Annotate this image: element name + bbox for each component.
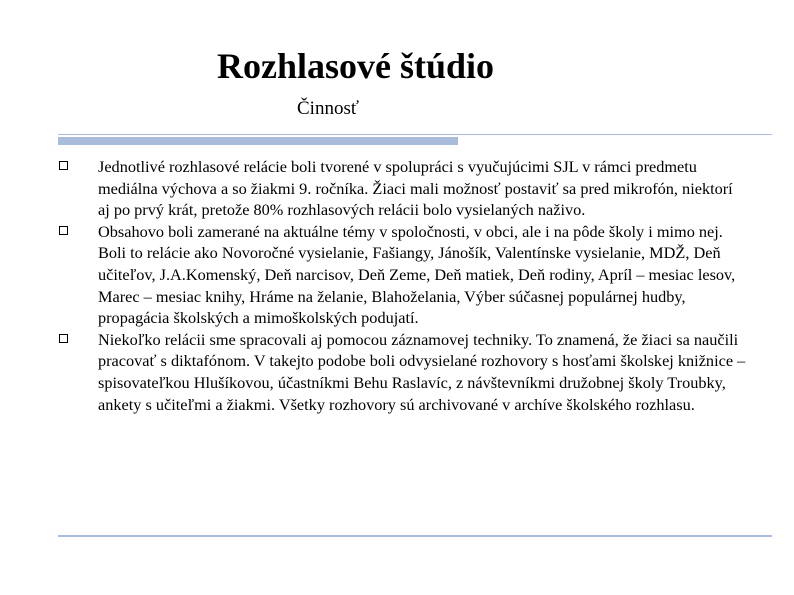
divider-bottom xyxy=(58,535,772,537)
slide-title: Rozhlasové štúdio xyxy=(217,46,495,86)
list-item-text: Niekoľko relácii sme spracovali aj pomocou záznamovej techniky. To znamená, že žiaci sa naučili pracovať s diktafónom. V takejto podobe boli odvysielané rozhovory s hosťami školskej knižnice – spisovateľkou Hlušíkovou, účastníkmi Behu Raslavíc, z návštevníkmi družobnej školy Troubky, ankety s učiteľmi a žiakmi. Všetky rozhovory sú archivované v archíve školského rozhlasu. xyxy=(98,329,746,414)
list-item-text: Jednotlivé rozhlasové relácie boli tvorené v spolupráci s vyučujúcimi SJL v rámci predmetu mediálna výchova a so žiakmi 9. ročníka. Žiaci mali možnosť postaviť sa pred mikrofón, niektorí aj po prvý krát, pretože 80% rozhlasových relácii bolo vysielaných naživo. xyxy=(98,157,733,220)
list-item-text: Obsahovo boli zamerané na aktuálne témy v spoločnosti, v obci, ale i na pôde školy i mimo nej. Boli to relácie ako Novoročné vysielanie, Fašiangy, Jánošík, Valentínske vysielanie, MDŽ, Deň učiteľov, J.A.Komenský, Deň narcisov, Deň Zeme, Deň matiek, Deň rodiny, Apríl – mesiac lesov, Marec – mesiac knihy, Hráme na želanie, Blahoželania, Výber súčasnej populárnej hudby, propagácia školských a mimoškolských podujatí. xyxy=(98,221,736,328)
slide-subtitle: Činnosť xyxy=(297,98,359,119)
divider-thin xyxy=(58,134,772,135)
list-item xyxy=(58,329,748,415)
list-item xyxy=(58,156,748,221)
hollow-square-bullet-icon xyxy=(59,226,68,235)
divider-thick xyxy=(58,137,458,145)
list-item xyxy=(58,221,748,329)
hollow-square-bullet-icon xyxy=(59,334,68,343)
hollow-square-bullet-icon xyxy=(59,161,68,170)
bullet-list xyxy=(58,156,748,415)
